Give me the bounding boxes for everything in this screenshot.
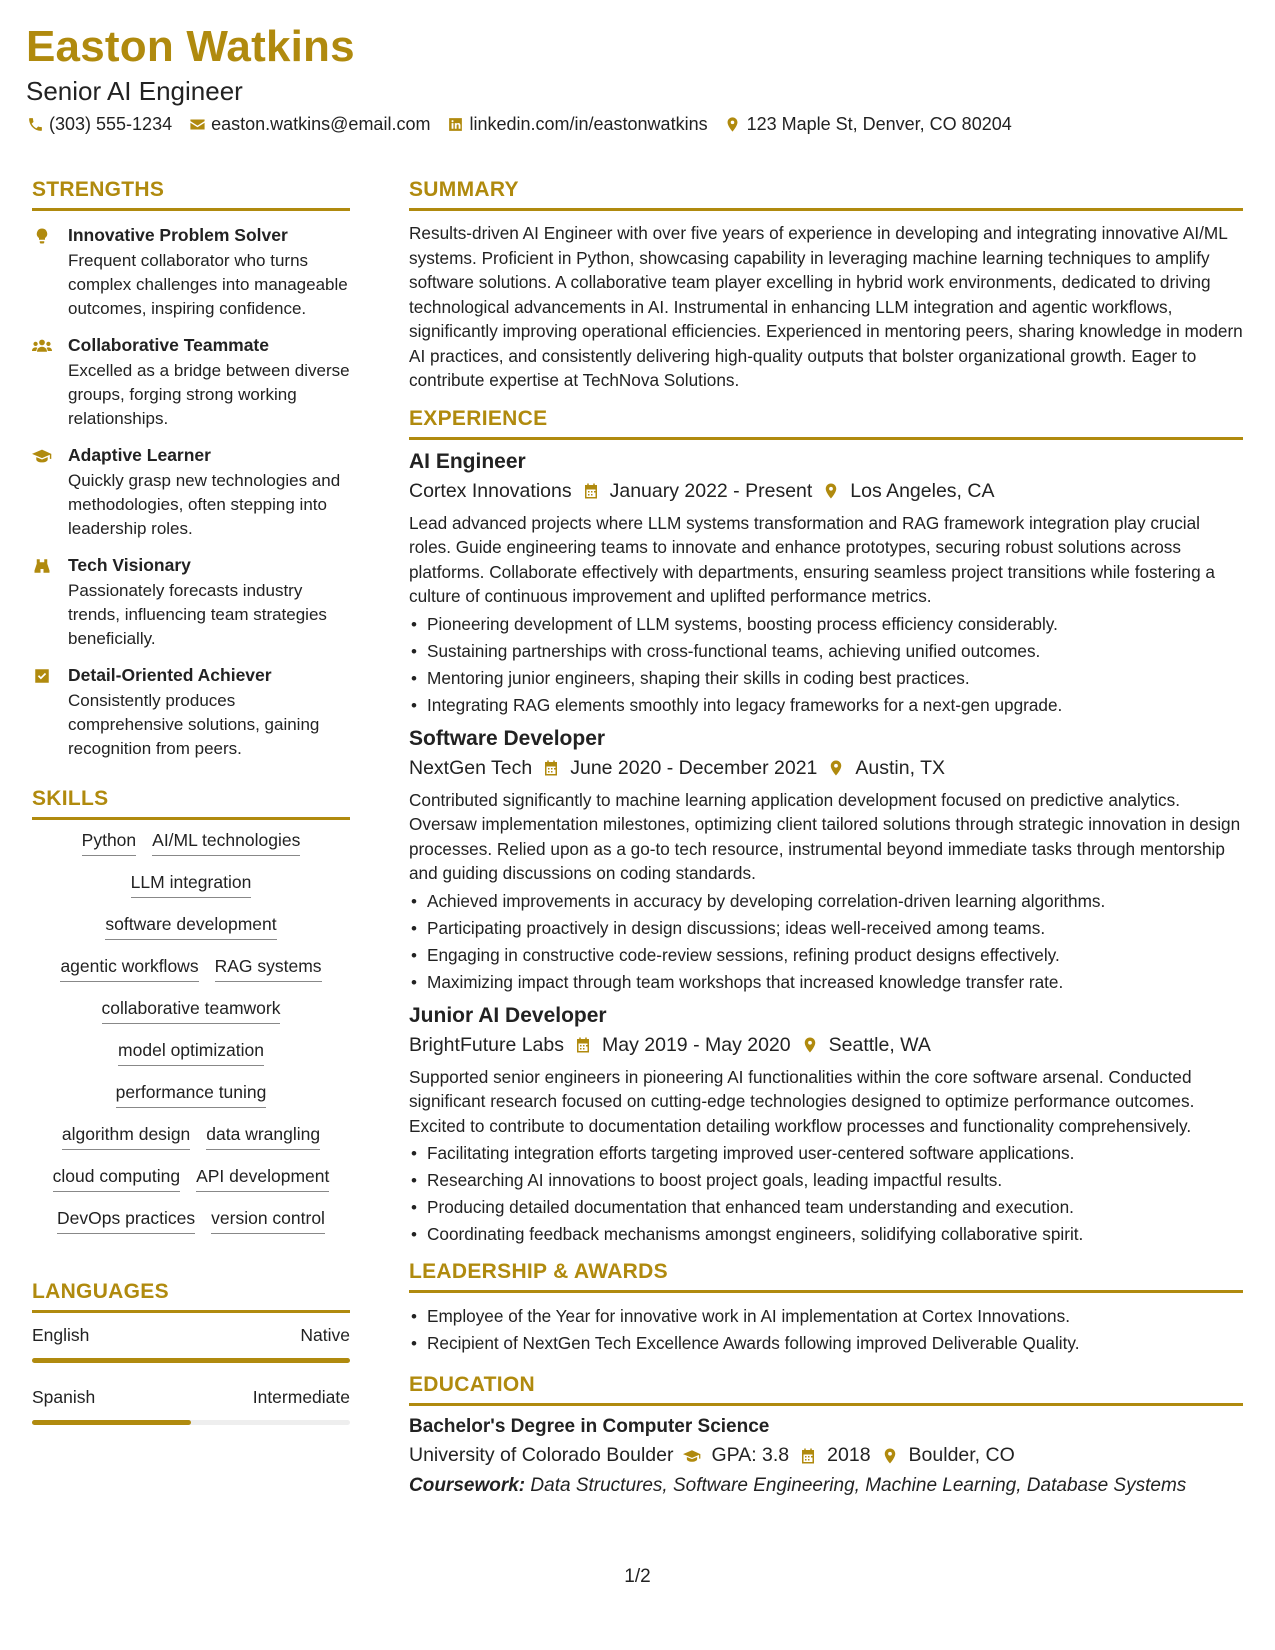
bullet-item: • Researching AI innovations to boost project goals, leading impactful results. [409, 1167, 1243, 1194]
bullet-item: • Maximizing impact through team workshops that increased knowledge transfer rate. [409, 969, 1243, 996]
education-heading: EDUCATION [409, 1373, 1243, 1406]
education-location: Boulder, CO [908, 1444, 1015, 1466]
skills-heading: SKILLS [32, 787, 350, 820]
leadership-list [409, 1303, 1243, 1357]
calendar-icon [542, 759, 560, 777]
strengths-heading: STRENGTHS [32, 178, 350, 211]
coursework-label: Coursework: [409, 1475, 526, 1496]
language-bar [32, 1420, 350, 1425]
job-title: Junior AI Developer [409, 1003, 607, 1027]
email-text[interactable]: easton.watkins@email.com [211, 114, 431, 134]
education-degree: Bachelor's Degree in Computer Science [409, 1416, 770, 1437]
phone-text: (303) 555-1234 [49, 114, 173, 134]
language-bar-fill [32, 1420, 191, 1425]
bullet-item: • Coordinating feedback mechanisms amongst engineers, solidifying collaborative spirit. [409, 1221, 1243, 1248]
phone-icon [26, 116, 44, 134]
address-text: 123 Maple St, Denver, CO 80204 [746, 114, 1012, 134]
bullet-item: • Integrating RAG elements smoothly into legacy frameworks for a next-gen upgrade. [409, 692, 1243, 719]
calendar-icon [582, 482, 600, 500]
summary-text: Results-driven AI Engineer with over five years of experience in developing and integrating innovative AI/ML systems. Proficient in Python, showcasing capability in leveraging machine learning techniques to amplify software solutions. A collaborative team player excelling in hybrid work environments, dedicated to driving technological advancements in AI. Instrumental in enhancing LLM integration and agentic workflows, significantly improving operational efficiencies. Experienced in mentoring peers, sharing knowledge in modern AI practices, and consistently delivering high-quality outputs that bolster organizational growth. Eager to contribute expertise at TechNova Solutions. [409, 223, 1243, 390]
bullet-item: • Pioneering development of LLM systems, boosting process efficiency considerably. [409, 611, 1243, 638]
users-icon [32, 335, 54, 431]
job-bullets [409, 888, 1243, 996]
job-location: Los Angeles, CA [850, 479, 995, 502]
skill-tag: RAG systems [215, 956, 322, 982]
strength-item [32, 445, 350, 541]
candidate-title: Senior AI Engineer [26, 76, 243, 106]
skill-tag: performance tuning [116, 1082, 267, 1108]
coursework-text: Data Structures, Software Engineering, Machine Learning, Database Systems [530, 1475, 1187, 1496]
linkedin-text[interactable]: linkedin.com/in/eastonwatkins [469, 114, 708, 134]
job-dates: June 2020 - December 2021 [570, 756, 818, 779]
bullet-item: • Mentoring junior engineers, shaping their skills in coding best practices. [409, 665, 1243, 692]
strength-title: Adaptive Learner [68, 445, 211, 465]
contact-linkedin[interactable] [446, 114, 707, 135]
binoculars-icon [32, 555, 54, 651]
job-location: Seattle, WA [828, 1033, 931, 1056]
envelope-icon [188, 116, 206, 134]
language-level: Intermediate [252, 1387, 350, 1407]
map-pin-icon [827, 759, 845, 777]
strength-title: Innovative Problem Solver [68, 225, 288, 245]
education-gpa: GPA: 3.8 [711, 1444, 790, 1466]
skill-tag: DevOps practices [57, 1208, 195, 1234]
strength-title: Collaborative Teammate [68, 335, 269, 355]
strength-text: Frequent collaborator who turns complex challenges into manageable outcomes, inspiring confidence. [68, 251, 348, 318]
job-meta [409, 757, 1243, 780]
job-meta [409, 1034, 1243, 1057]
candidate-name: Easton Watkins [26, 22, 355, 71]
bullet-item: • Participating proactively in design discussions; ideas well-received among teams. [409, 915, 1243, 942]
education-year: 2018 [827, 1444, 871, 1466]
job-description: Lead advanced projects where LLM systems transformation and RAG framework integration play crucial roles. Guide engineering teams to innovate and enhance prototypes, securing robust solutions across platforms. Collaborate effectively with departments, ensuring seamless project transitions while fostering a culture of continuous improvement and uplifted performance metrics. [409, 512, 1215, 606]
job-title: AI Engineer [409, 449, 526, 473]
summary-heading: SUMMARY [409, 178, 1243, 211]
strength-item [32, 555, 350, 651]
strength-item [32, 335, 350, 431]
languages-heading: LANGUAGES [32, 1280, 350, 1313]
bullet-item: • Employee of the Year for innovative work in AI implementation at Cortex Innovations. [409, 1303, 1243, 1330]
skill-tag: model optimization [118, 1040, 264, 1066]
language-bar [32, 1358, 350, 1363]
job-entry [409, 450, 1243, 719]
contact-address [724, 114, 1012, 135]
skill-tag: API development [196, 1166, 329, 1192]
graduation-cap-icon [32, 445, 54, 541]
job-entry [409, 1004, 1243, 1249]
skill-tag: data wrangling [206, 1124, 320, 1150]
strength-item [32, 665, 350, 761]
skill-tag: version control [211, 1208, 325, 1234]
contact-bar [26, 114, 1012, 135]
strength-item [32, 225, 350, 321]
strength-text: Quickly grasp new technologies and methodologies, often stepping into leadership roles. [68, 471, 341, 538]
graduation-cap-icon [683, 1447, 701, 1465]
left-column [32, 178, 350, 1449]
skill-tag: LLM integration [131, 872, 252, 898]
skill-tag: software development [105, 914, 276, 940]
coursework [409, 1475, 1243, 1497]
language-level: Native [300, 1325, 350, 1345]
right-column [409, 178, 1243, 1497]
bullet-item: • Engaging in constructive code-review sessions, refining product designs effectively. [409, 942, 1243, 969]
job-company: BrightFuture Labs [409, 1033, 565, 1056]
job-description: Supported senior engineers in pioneering AI functionalities within the core software arsenal. Conducted significant research focused on cutting-edge technologies designed to optimize performance outcomes. Excited to contribute to documentation detailing workflow processes and functionality comprehensively. [409, 1066, 1195, 1136]
bullet-item: • Facilitating integration efforts targeting improved user-centered software applications. [409, 1140, 1243, 1167]
map-pin-icon [801, 1036, 819, 1054]
map-pin-icon [822, 482, 840, 500]
job-company: Cortex Innovations [409, 479, 572, 502]
strength-text: Passionately forecasts industry trends, influencing team strategies beneficially. [68, 581, 327, 648]
page-number: 1/2 [624, 1566, 651, 1587]
lightbulb-icon [32, 225, 54, 321]
skill-tag: collaborative teamwork [102, 998, 281, 1024]
strength-text: Consistently produces comprehensive solutions, gaining recognition from peers. [68, 691, 320, 758]
job-company: NextGen Tech [409, 756, 533, 779]
bullet-item: • Achieved improvements in accuracy by developing correlation-driven learning algorithms. [409, 888, 1243, 915]
language-bar-fill [32, 1358, 350, 1363]
calendar-icon [574, 1036, 592, 1054]
strength-title: Tech Visionary [68, 555, 191, 575]
bullet-item: • Recipient of NextGen Tech Excellence Awards following improved Deliverable Quality. [409, 1330, 1243, 1357]
job-dates: January 2022 - Present [609, 479, 813, 502]
linkedin-icon [446, 116, 464, 134]
skills-list [32, 830, 350, 1250]
skill-tag: Python [82, 830, 136, 856]
skill-tag: AI/ML technologies [152, 830, 300, 856]
job-dates: May 2019 - May 2020 [602, 1033, 791, 1056]
job-meta [409, 480, 1243, 503]
language-name: Spanish [32, 1387, 96, 1407]
language-name: English [32, 1325, 90, 1345]
strength-text: Excelled as a bridge between diverse groups, forging strong working relationships. [68, 361, 350, 428]
education-school: University of Colorado Boulder [409, 1444, 674, 1466]
leadership-heading: LEADERSHIP & AWARDS [409, 1260, 1243, 1293]
skill-tag: agentic workflows [60, 956, 198, 982]
strength-title: Detail-Oriented Achiever [68, 665, 272, 685]
job-entry [409, 727, 1243, 996]
check-square-icon [32, 665, 54, 761]
calendar-icon [799, 1447, 817, 1465]
job-description: Contributed significantly to machine learning application development focused on predictive analytics. Oversaw implementation milestones, optimizing client tailored solutions through strategic innovation in design processes. Relied upon as a go-to tech resource, instrumental beyond immediate tasks through mentorship and guiding discussions on coding standards. [409, 789, 1241, 883]
map-pin-icon [881, 1447, 899, 1465]
language-row [32, 1387, 350, 1408]
job-title: Software Developer [409, 726, 606, 750]
job-bullets [409, 1140, 1243, 1248]
job-location: Austin, TX [855, 756, 945, 779]
language-row [32, 1325, 350, 1346]
contact-email[interactable] [188, 114, 430, 135]
job-bullets [409, 611, 1243, 719]
experience-heading: EXPERIENCE [409, 407, 1243, 440]
skill-tag: algorithm design [62, 1124, 190, 1150]
bullet-item: • Sustaining partnerships with cross-functional teams, achieving unified outcomes. [409, 638, 1243, 665]
education-meta [409, 1444, 1243, 1467]
map-pin-icon [724, 116, 742, 134]
bullet-item: • Producing detailed documentation that enhanced team understanding and execution. [409, 1194, 1243, 1221]
contact-phone [26, 114, 172, 135]
skill-tag: cloud computing [53, 1166, 180, 1192]
